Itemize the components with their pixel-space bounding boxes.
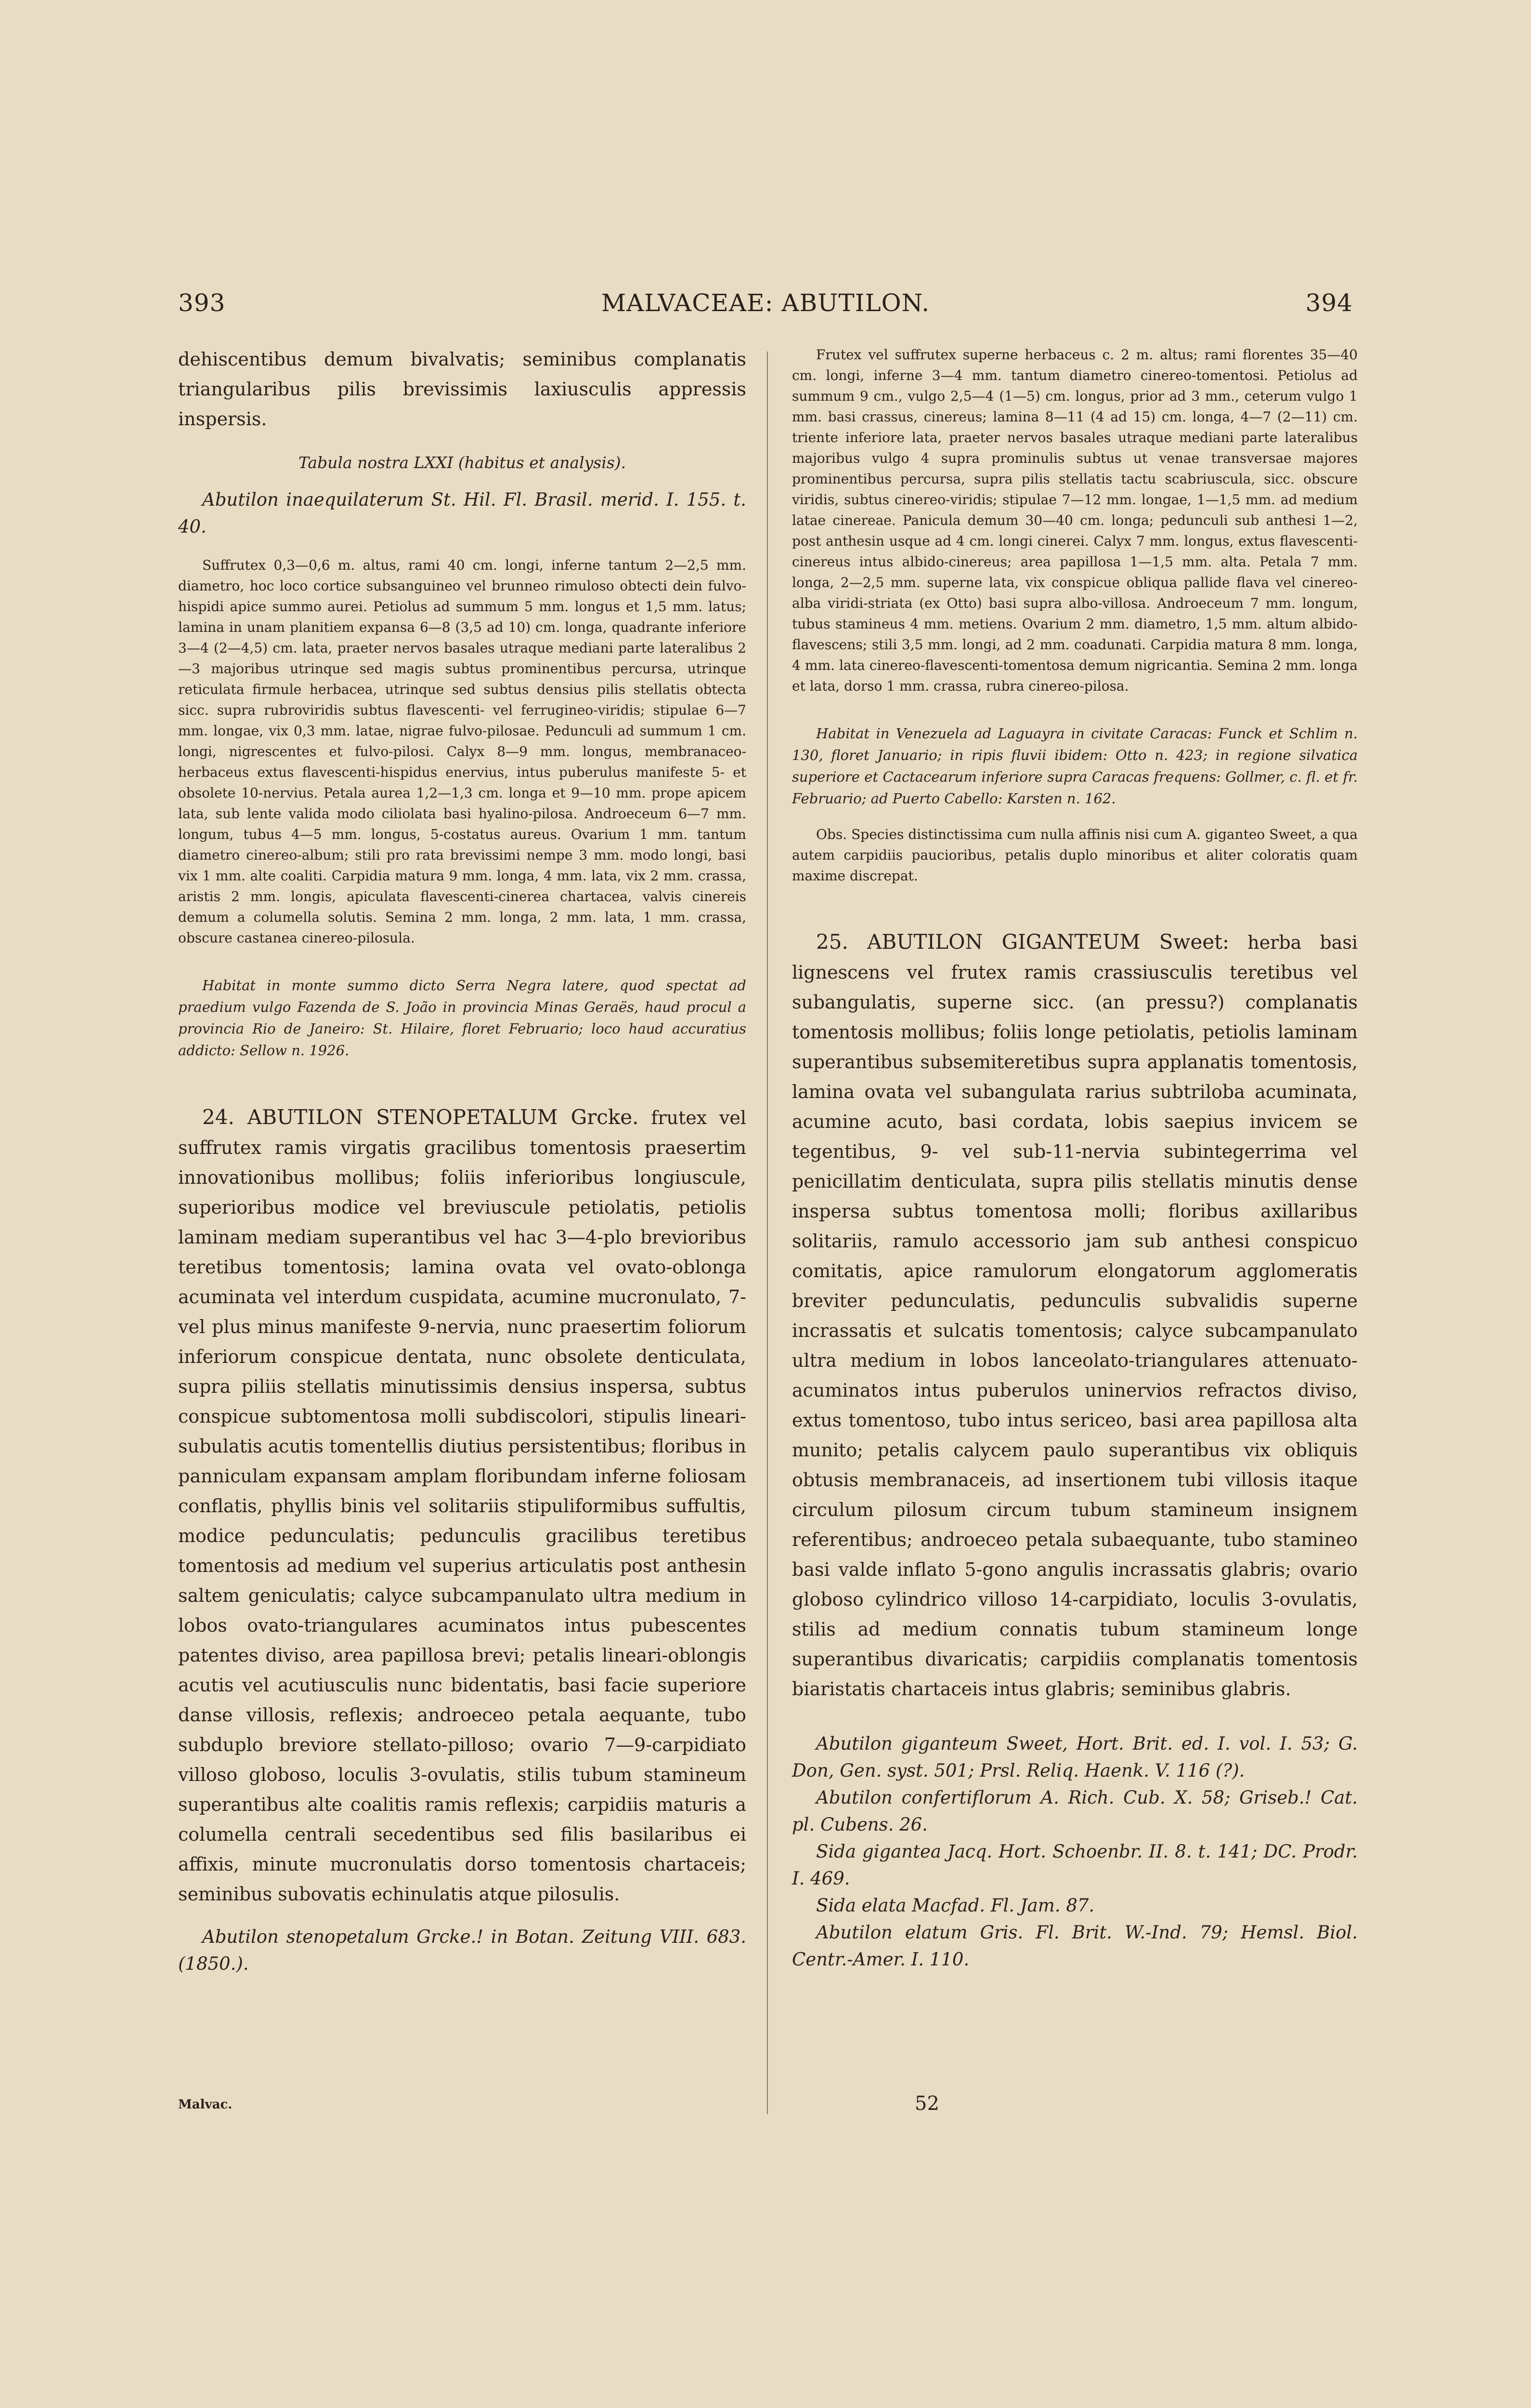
habitat-24: Habitat in Venezuela ad Laguayra in civitate Caracas: Funck et Schlim n. 130, floret Januario; in ripis fluvii ibidem: Otto n. 423; in regione silvatica superiore et Cactacearum inferiore supra Caracas frequens: Gollmer, c. fl. et fr. Februario; ad Puerto Cabello: Karsten n. 162. [792,725,1358,807]
continuation-paragraph: dehiscentibus demum bivalvatis; seminibus complanatis triangularibus pilis brevissimis laxiusculis appressis inspersis. [178,349,746,430]
running-title: MALVACEAE: ABUTILON. [601,289,930,317]
description-24: Frutex vel suffrutex superne herbaceus c. 2 m. altus; rami florentes 35—40 cm. longi, inferne 3—4 mm. tantum diametro cinereo-tomentosi. Petiolus ad summum 9 cm., vulgo 2,5—4 (1—5) cm. longus, prior ad 3 mm., ceterum vulgo 1 mm. basi crassus, cinereus; lamina 8—11 (4 ad 15) cm. longa, 4—7 (2—11) cm. triente inferiore lata, praeter nervos basales utraque mediani parte lateralibus majoribus vulgo 4 supra prominulis subtus ut venae transversae majores prominentibus percursa, supra pilis stellatis tactu scabriuscula, sicc. obscure viridis, subtus cinereo-viridis; stipulae 7—12 mm. longae, 1—1,5 mm. ad medium latae cinereae. Panicula demum 30—40 cm. longa; pedunculi sub anthesi 1—2, post anthesin usque ad 4 cm. longi cinerei. Calyx 7 mm. longus, extus flavescenti-cinereus intus albido-cinereus; area papillosa 1—1,5 mm. alta. Petala 7 mm. longa, 2—2,5 mm. superne lata, vix conspicue obliqua pallide flava vel cinereo-alba viridi-striata (ex Otto) basi supra albo-villosa. Androeceum 7 mm. longum, tubus stamineus 4 mm. metiens. Ovarium 2 mm. diametro, 1,5 mm. altum albido-flavescens; stili 3,5 mm. longi, ad 2 mm. coadunati. Carpidia matura 8 mm. longa, 4 mm. lata cinereo-flavescenti-tomentosa demum nigricantia. Semina 2 mm. longa et lata, dorso 1 mm. crassa, rubra cinereo-pilosa. [792,347,1358,694]
column-divider [767,352,768,2114]
synonym-25-item: Abutilon confertiflorum A. Rich. Cub. X. 58; Griseb.! Cat. pl. Cubens. 26. [792,1787,1358,1835]
synonym-25-item: Abutilon elatum Gris. Fl. Brit. W.-Ind. 79; Hemsl. Biol. Centr.-Amer. I. 110. [792,1922,1358,1970]
species-24-text: frutex vel suffrutex ramis virgatis gracilibus tomentosis praesertim innovationibus mollibus; foliis inferioribus longiuscule, superioribus modice vel breviuscule petiolatis, petiolis laminam mediam superantibus vel hac 3—4-plo brevioribus teretibus tomentosis; lamina ovata vel ovato-oblonga acuminata vel interdum cuspidata, acumine mucronulato, 7- vel plus minus manifeste 9-nervia, nunc praesertim foliorum inferiorum conspicue dentata, nunc obsolete denticulata, supra piliis stellatis minutissimis densius inspersa, subtus conspicue subtomentosa molli subdiscolori, stipulis lineari-subulatis acutis tomentellis diutius persistentibus; floribus in panniculam expansam amplam floribundam inferne foliosam conflatis, phyllis binis vel solitariis stipuliformibus suffultis, modice pedunculatis; pedunculis gracilibus teretibus tomentosis ad medium vel superius articulatis post anthesin saltem geniculatis; calyce subcampanulato ultra medium in lobos ovato-triangulares acuminatos intus pubescentes patentes diviso, area papillosa brevi; petalis lineari-oblongis acutis vel acutiusculis nunc bidentatis, basi facie superiore danse villosis, reflexis; androeceo petala aequante, tubo subduplo breviore stellato-pilloso; ovario 7—9-carpidiato villoso globoso, loculis 3-ovulatis, stilis tubum stamineum superantibus alte coalitis ramis reflexis; carpidiis maturis a columella centrali secedentibus sed filis basilaribus ei affixis, minute mucronulatis dorso tomentosis chartaceis; seminibus subovatis echinulatis atque pilosulis. [178,1107,746,1905]
footer-sheet-number: 52 [915,2093,939,2115]
left-column [178,344,746,1977]
footer-signature: Malvac. [178,2097,233,2112]
synonym-25-item: Sida gigantea Jacq. Hort. Schoenbr. II. 8. t. 141; DC. Prodr. I. 469. [792,1841,1358,1889]
species-25-text: herba basi lignescens vel frutex ramis crassiusculis teretibus vel subangulatis, superne sicc. (an pressu?) complanatis tomentosis mollibus; foliis longe petiolatis, petiolis laminam superantibus subsemiteretibus supra applanatis tomentosis, lamina ovata vel subangulata rarius subtriloba acuminata, acumine acuto, basi cordata, lobis saepius invicem se tegentibus, 9- vel sub-11-nervia subintegerrima vel penicillatim denticulata, supra pilis stellatis minutis dense inspersa subtus tomentosa molli; floribus axillaribus solitariis, ramulo accessorio jam sub anthesi conspicuo comitatis, apice ramulorum elongatorum agglomeratis breviter pedunculatis, pedunculis subvalidis superne incrassatis et sulcatis tomentosis; calyce subcampanulato ultra medium in lobos lanceolato-triangulares attenuato-acuminatos intus puberulos uninervios refractos diviso, extus tomentoso, tubo intus sericeo, basi area papillosa alta munito; petalis calycem paulo superantibus vix obliquis obtusis membranaceis, ad insertionem tubi villosis itaque circulum pilosum circum tubum stamineum insignem referentibus; androeceo petala subaequante, tubo stamineo basi valde inflato 5-gono angulis incrassatis glabris; ovario globoso cylindrico villoso 14-carpidiato, loculis 3-ovulatis, stilis ad medium connatis tubum stamineum longe superantibus divaricatis; carpidiis complanatis tomentosis biaristatis chartaceis intus glabris; seminibus glabris. [792,932,1358,1700]
synonym-24: Abutilon stenopetalum Grcke.! in Botan. Zeitung VIII. 683. (1850.). [178,1926,746,1974]
synonym-list-25 [792,1730,1358,1973]
species-24-paragraph [178,1102,746,1909]
habitat-23: Habitat in monte summo dicto Serra Negra latere, quod spectat ad praedium vulgo Fazenda de S. João in provincia Minas Geraës, haud procul a provincia Rio de Janeiro: St. Hilaire, floret Februario; loco haud accuratius addicto: Sellow n. 1926. [178,977,746,1059]
synonym-25-item: Sida elata Macfad. Fl. Jam. 87. [816,1895,1095,1916]
page-number-right: 394 [1305,289,1353,317]
synonym-25-item: Abutilon giganteum Sweet, Hort. Brit. ed. I. vol. I. 53; G. Don, Gen. syst. 501; Prsl. Reliq. Haenk. V. 116 (?). [792,1733,1358,1781]
synonym-23: Abutilon inaequilaterum St. Hil. Fl. Brasil. merid. I. 155. t. 40. [178,489,746,537]
description-23: Suffrutex 0,3—0,6 m. altus, rami 40 cm. longi, inferne tantum 2—2,5 mm. diametro, hoc loco cortice subsanguineo vel brunneo rimuloso obtecti dein fulvo-hispidi apice summo aurei. Petiolus ad summum 5 mm. longus et 1,5 mm. latus; lamina in unam planitiem expansa 6—8 (3,5 ad 10) cm. longa, quadrante inferiore 3—4 (2—4,5) cm. lata, praeter nervos basales utraque mediani parte lateralibus 2—3 majoribus utrinque sed magis subtus prominentibus percursa, utrinque reticulata firmule herbacea, utrinque sed subtus densius pilis stellatis obtecta sicc. supra rubroviridis subtus flavescenti- vel ferrugineo-viridis; stipulae 6—7 mm. longae, vix 0,3 mm. latae, nigrae fulvo-pilosae. Pedunculi ad summum 1 cm. longi, nigrescentes et fulvo-pilosi. Calyx 8—9 mm. longus, membranaceo-herbaceus extus flavescenti-hispidus enervius, intus puberulus manifeste 5- et obsolete 10-nervius. Petala aurea 1,2—1,3 cm. longa et 9—10 mm. prope apicem lata, sub lente valida modo ciliolata basi hyalino-pilosa. Androeceum 6—7 mm. longum, tubus 4—5 mm. longus, 5-costatus aureus. Ovarium 1 mm. tantum diametro cinereo-album; stili pro rata brevissimi nempe 3 mm. modo longi, basi vix 1 mm. alte coaliti. Carpidia matura 9 mm. longa, 4 mm. lata, vix 2 mm. crassa, aristis 2 mm. longis, apiculata flavescenti-cinerea chartacea, valvis cinereis demum a columella solutis. Semina 2 mm. longa, 2 mm. lata, 1 mm. crassa, obscure castanea cinereo-pilosula. [178,557,746,946]
species-25-paragraph [792,927,1358,1704]
page-number-left: 393 [178,289,226,317]
page-header [178,289,1353,327]
species-24-title: 24. ABUTILON STENOPETALUM Grcke. [202,1105,639,1129]
plate-caption: Tabula nostra LXXI (habitus et analysis). [298,453,626,472]
species-25-title: 25. ABUTILON GIGANTEUM Sweet: [816,930,1230,954]
right-column [792,344,1358,1973]
observation: Obs. Species distinctissima cum nulla affinis nisi cum A. giganteo Sweet, a qua autem carpidiis paucioribus, petalis duplo minoribus et aliter coloratis quam maxime discrepat. [792,826,1358,884]
